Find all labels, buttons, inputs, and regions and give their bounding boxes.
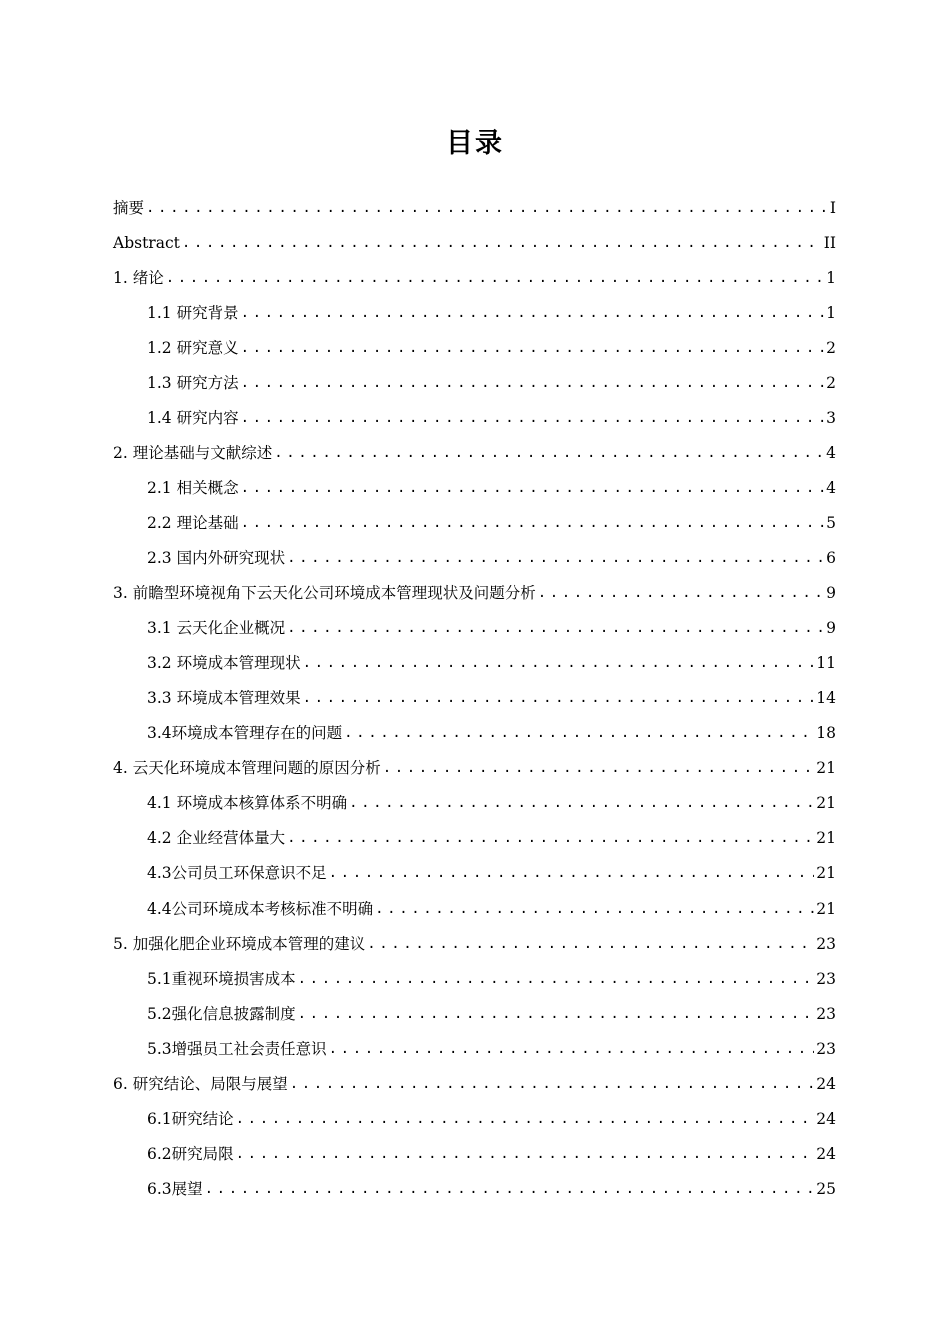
- toc-entry-label: 2.2 理论基础: [147, 513, 239, 532]
- toc-entry[interactable]: [147, 1031, 836, 1066]
- toc-entry-label: 5.2强化信息披露制度: [147, 1004, 296, 1023]
- toc-entry[interactable]: [147, 330, 836, 365]
- toc-dot-leader: [241, 408, 825, 428]
- toc-entry-page-number: 2: [826, 338, 836, 357]
- toc-entry-label: 1.3 研究方法: [147, 373, 239, 392]
- toc-dot-leader: [287, 828, 814, 848]
- toc-entry-label: 5.1重视环境损害成本: [147, 969, 296, 988]
- toc-entry-label: 3.4环境成本管理存在的问题: [147, 724, 343, 743]
- toc-entry[interactable]: [113, 260, 836, 295]
- toc-entry[interactable]: [113, 751, 836, 786]
- toc-entry-label: 6.1研究结论: [147, 1109, 234, 1128]
- toc-entry-label: 3.3 环境成本管理效果: [147, 689, 301, 708]
- toc-entry-page-number: 9: [826, 619, 836, 638]
- toc-dot-leader: [166, 268, 824, 288]
- toc-entry[interactable]: [147, 681, 836, 716]
- toc-entry-page-number: 23: [816, 969, 836, 988]
- toc-entry-page-number: 5: [826, 513, 836, 532]
- toc-entry-page-number: 23: [816, 934, 836, 953]
- toc-entry[interactable]: [113, 1066, 836, 1101]
- toc-dot-leader: [241, 373, 825, 393]
- toc-dot-leader: [241, 338, 825, 358]
- toc-entry[interactable]: [113, 225, 836, 260]
- toc-entry-label: 4.1 环境成本核算体系不明确: [147, 794, 348, 813]
- toc-entry-label: 5. 加强化肥企业环境成本管理的建议: [113, 934, 366, 953]
- toc-entry[interactable]: [147, 541, 836, 576]
- toc-entry-page-number: 4: [826, 443, 836, 462]
- toc-entry[interactable]: [147, 996, 836, 1031]
- toc-dot-leader: [303, 688, 815, 708]
- toc-entry[interactable]: [147, 611, 836, 646]
- toc-entry-label: 摘要: [113, 198, 145, 217]
- toc-entry[interactable]: [113, 435, 836, 470]
- toc-dot-leader: [344, 723, 814, 743]
- toc-entry-page-number: 24: [816, 1144, 836, 1163]
- toc-entry-label: 1.1 研究背景: [147, 303, 239, 322]
- toc-entry-label: 5.3增强员工社会责任意识: [147, 1039, 327, 1058]
- toc-entry-label: 4.3公司员工环保意识不足: [147, 864, 327, 883]
- toc-dot-leader: [329, 1039, 815, 1059]
- toc-entry[interactable]: [113, 190, 836, 225]
- toc-dot-leader: [205, 1179, 815, 1199]
- toc-entry-label: 2.1 相关概念: [147, 478, 239, 497]
- toc-entry-page-number: 4: [826, 478, 836, 497]
- toc-dot-leader: [241, 478, 825, 498]
- toc-dot-leader: [375, 899, 814, 919]
- toc-entry[interactable]: [147, 1171, 836, 1206]
- toc-dot-leader: [287, 548, 824, 568]
- toc-entry-label: 2. 理论基础与文献综述: [113, 443, 273, 462]
- toc-entry[interactable]: [147, 1136, 836, 1171]
- toc-entry[interactable]: [147, 961, 836, 996]
- toc-dot-leader: [298, 1004, 815, 1024]
- toc-entry[interactable]: [147, 821, 836, 856]
- toc-entry-page-number: 24: [816, 1109, 836, 1128]
- toc-entry-label: 6.2研究局限: [147, 1144, 234, 1163]
- toc-entry[interactable]: [147, 646, 836, 681]
- toc-entry-page-number: 25: [816, 1179, 836, 1198]
- toc-entry-page-number: 23: [816, 1039, 836, 1058]
- toc-dot-leader: [329, 863, 815, 883]
- toc-entry-page-number: 21: [816, 794, 836, 813]
- toc-dot-leader: [303, 653, 815, 673]
- toc-entry-label: 6.3展望: [147, 1179, 203, 1198]
- toc-dot-leader: [236, 1109, 815, 1129]
- toc-entry[interactable]: [147, 365, 836, 400]
- toc-dot-leader: [287, 618, 824, 638]
- toc-entry-page-number: 14: [816, 689, 836, 708]
- toc-entry[interactable]: [147, 891, 836, 926]
- toc-dot-leader: [241, 303, 825, 323]
- toc-dot-leader: [290, 1074, 815, 1094]
- toc-dot-leader: [367, 934, 814, 954]
- toc-entry-page-number: I: [829, 198, 836, 217]
- toc-entry[interactable]: [147, 470, 836, 505]
- toc-dot-leader: [298, 969, 815, 989]
- toc-entry-page-number: 18: [816, 724, 836, 743]
- toc-entry-page-number: 21: [816, 864, 836, 883]
- toc-entry-label: 4.4公司环境成本考核标准不明确: [147, 899, 374, 918]
- toc-dot-leader: [538, 583, 824, 603]
- toc-entry-page-number: 9: [826, 584, 836, 603]
- toc-entry[interactable]: [147, 505, 836, 540]
- toc-entry-label: 1.4 研究内容: [147, 408, 239, 427]
- toc-entry-page-number: 11: [816, 654, 836, 673]
- toc-dot-leader: [383, 758, 815, 778]
- toc-entry-label: 1. 绪论: [113, 268, 164, 287]
- toc-entry-page-number: 1: [826, 303, 836, 322]
- toc-entry[interactable]: [147, 856, 836, 891]
- toc-entry[interactable]: [147, 1101, 836, 1136]
- toc-entry-label: 6. 研究结论、局限与展望: [113, 1074, 288, 1093]
- toc-entry-page-number: 24: [816, 1074, 836, 1093]
- toc-dot-leader: [182, 233, 822, 253]
- toc-entry[interactable]: [147, 295, 836, 330]
- toc-dot-leader: [236, 1144, 815, 1164]
- toc-entry-page-number: 6: [826, 549, 836, 567]
- toc-entry[interactable]: [113, 926, 836, 961]
- toc-entry[interactable]: [147, 400, 836, 435]
- toc-entry[interactable]: [147, 786, 836, 821]
- toc-dot-leader: [241, 513, 825, 533]
- toc-entry-page-number: 1: [826, 268, 836, 287]
- toc-entry[interactable]: [113, 576, 836, 611]
- toc-entry-page-number: 23: [816, 1004, 836, 1023]
- toc-entry-page-number: II: [823, 233, 836, 252]
- toc-entry-label: 1.2 研究意义: [147, 338, 239, 357]
- toc-entry[interactable]: [147, 716, 836, 751]
- toc-entry-page-number: 21: [816, 899, 836, 918]
- page-title: 目录: [446, 128, 504, 159]
- toc-entry-label: 3.1 云天化企业概况: [147, 619, 286, 638]
- toc-entry-page-number: 3: [826, 408, 836, 427]
- toc-entry-label: 2.3 国内外研究现状: [147, 549, 286, 567]
- toc-entry-label: 4.2 企业经营体量大: [147, 829, 286, 848]
- toc-entry-label: 3. 前瞻型环境视角下云天化公司环境成本管理现状及问题分析: [113, 584, 536, 603]
- toc-entry-page-number: 2: [826, 373, 836, 392]
- toc-entry-page-number: 21: [816, 829, 836, 848]
- toc-entry-label: 4. 云天化环境成本管理问题的原因分析: [113, 759, 381, 778]
- toc-entry-label: Abstract: [113, 233, 180, 252]
- toc-dot-leader: [146, 198, 828, 218]
- toc-dot-leader: [349, 793, 814, 813]
- toc-dot-leader: [274, 443, 824, 463]
- toc-entry-label: 3.2 环境成本管理现状: [147, 654, 301, 673]
- toc-entry-page-number: 21: [816, 759, 836, 778]
